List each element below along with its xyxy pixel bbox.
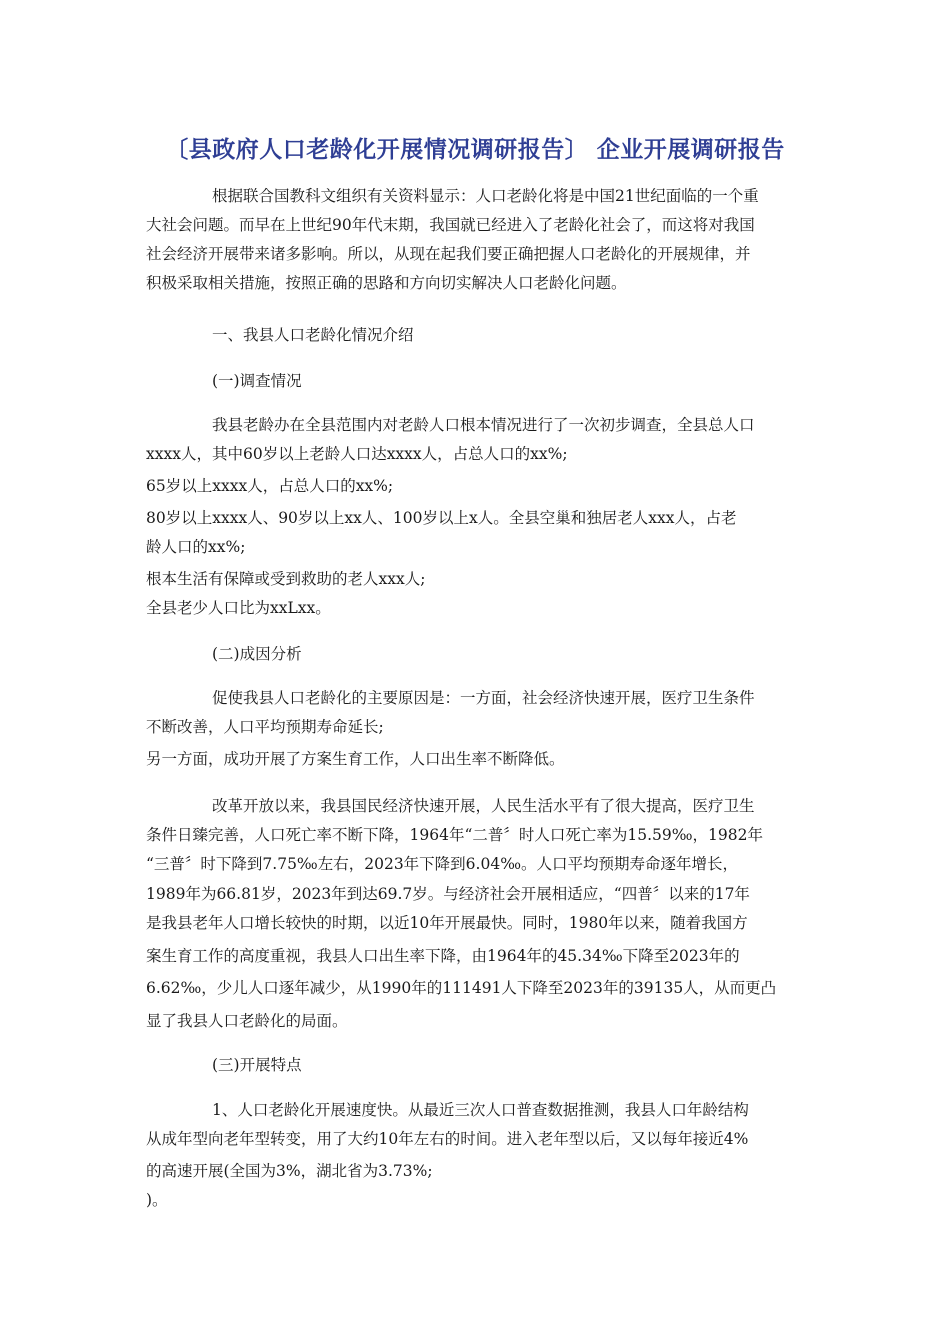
survey-line: 80岁以上xxxx人、90岁以上xx人、100岁以上x人。全县空巢和独居老人xxx人，占老 <box>146 509 737 527</box>
reform-line: 案生育工作的高度重视，我县人口出生率下降，由1964年的45.34‰下降至2023年的 <box>146 947 740 965</box>
intro-line: 大社会问题。而早在上世纪90年代末期，我国就已经进入了老龄化社会了，而这将对我国 <box>146 216 755 234</box>
feature-line: 的高速开展(全国为3%，湖北省为3.73%; <box>146 1162 433 1180</box>
subsection-heading: (三)开展特点 <box>212 1056 302 1074</box>
intro-line: 积极采取相关措施，按照正确的思路和方向切实解决人口老龄化问题。 <box>146 274 627 292</box>
reform-line: “三普〞时下降到7.75‰左右，2023年下降到6.04‰。人口平均预期寿命逐年增长， <box>146 855 738 873</box>
survey-line: 龄人口的xx%; <box>146 538 246 556</box>
section-heading: 一、我县人口老龄化情况介绍 <box>212 326 414 344</box>
feature-line: 1、人口老龄化开展速度快。从最近三次人口普查数据推测，我县人口年龄结构 <box>212 1101 749 1119</box>
feature-line: 从成年型向老年型转变，用了大约10年左右的时间。进入老年型以后，又以每年接近4% <box>146 1130 749 1148</box>
reform-line: 条件日臻完善，人口死亡率不断下降，1964年“二普〞时人口死亡率为15.59‰，1982年 <box>146 826 763 844</box>
intro-line: 社会经济开展带来诸多影响。所以，从现在起我们要正确把握人口老龄化的开展规律，并 <box>146 245 751 263</box>
reform-line: 显了我县人口老龄化的局面。 <box>146 1012 348 1030</box>
document-title: 〔县政府人口老龄化开展情况调研报告〕 企业开展调研报告 <box>165 137 785 163</box>
subsection-heading: (二)成因分析 <box>212 645 302 663</box>
survey-line: 65岁以上xxxx人，占总人口的xx%; <box>146 477 394 495</box>
subsection-heading: (一)调查情况 <box>212 372 302 390</box>
cause-line: 不断改善，人口平均预期寿命延长; <box>146 718 384 736</box>
cause-line: 促使我县人口老龄化的主要原因是：一方面，社会经济快速开展，医疗卫生条件 <box>212 689 755 707</box>
reform-line: 6.62‰，少儿人口逐年减少，从1990年的111491人下降至2023年的39135人，从而更凸 <box>146 979 777 997</box>
survey-line: 全县老少人口比为xxLxx。 <box>146 599 331 617</box>
survey-line: xxxx人，其中60岁以上老龄人口达xxxx人，占总人口的xx%; <box>146 445 568 463</box>
reform-line: 是我县老年人口增长较快的时期，以近10年开展最快。同时，1980年以来，随着我国方 <box>146 914 748 932</box>
survey-line: 我县老龄办在全县范围内对老龄人口根本情况进行了一次初步调查，全县总人口 <box>212 416 755 434</box>
cause-line: 另一方面，成功开展了方案生育工作，人口出生率不断降低。 <box>146 750 565 768</box>
reform-line: 改革开放以来，我县国民经济快速开展，人民生活水平有了很大提高，医疗卫生 <box>212 797 755 815</box>
survey-line: 根本生活有保障或受到救助的老人xxx人; <box>146 570 426 588</box>
intro-line: 根据联合国教科文组织有关资料显示：人口老龄化将是中国21世纪面临的一个重 <box>212 187 759 205</box>
feature-line: )。 <box>146 1191 168 1209</box>
reform-line: 1989年为66.81岁，2023年到达69.7岁。与经济社会开展相适应，“四普〞以来的17年 <box>146 885 750 903</box>
